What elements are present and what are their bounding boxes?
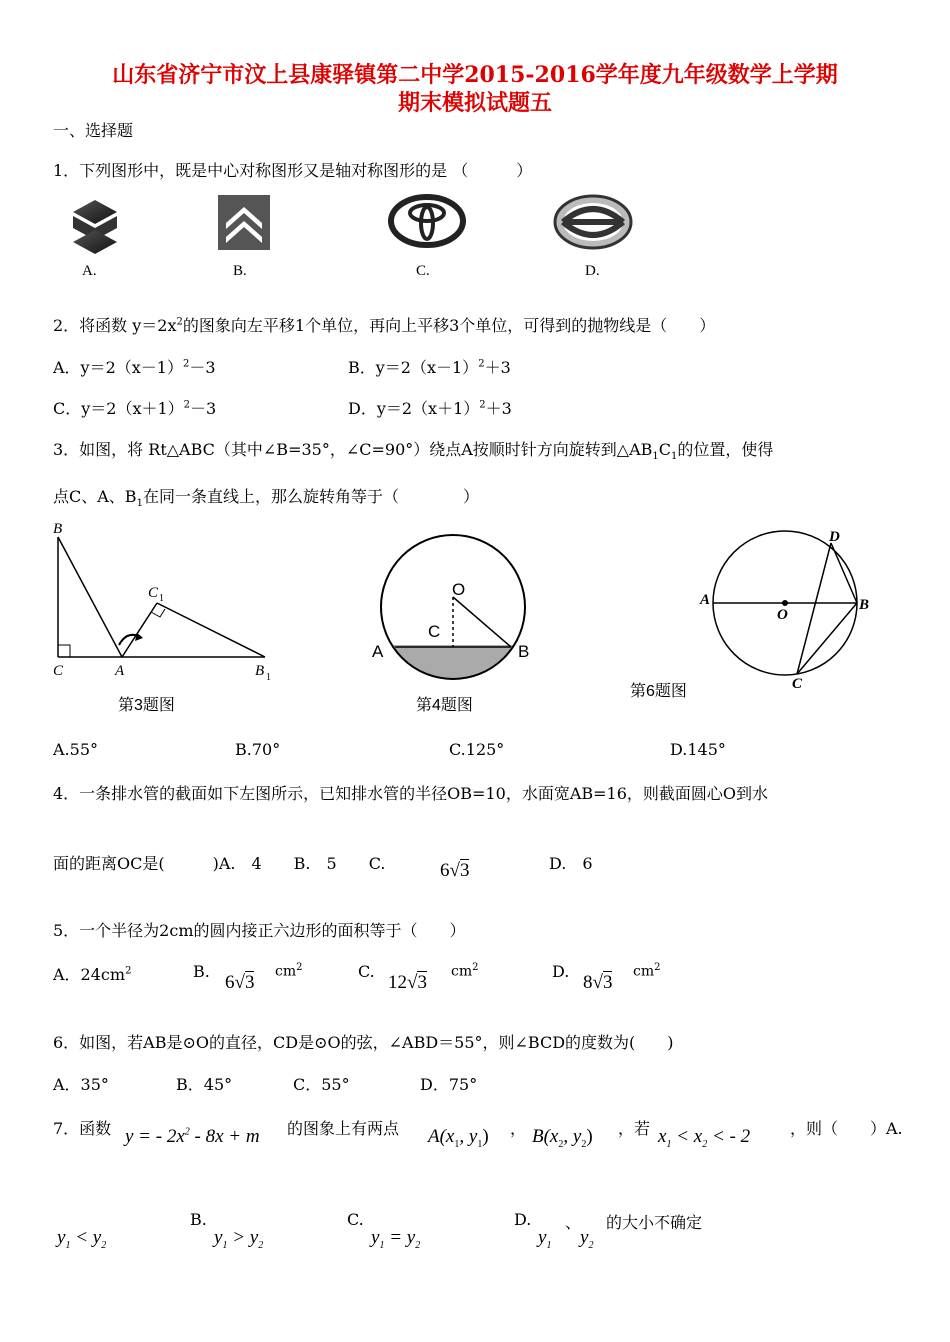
fig4-label-o: O: [452, 580, 466, 599]
fig4-label-c: C: [428, 622, 441, 641]
figure-6: [695, 525, 885, 695]
q6-option-d: D．75°: [420, 1075, 478, 1094]
fig6-label-c: C: [792, 676, 803, 692]
q4-line-1: 4．一条排水管的截面如下左图所示，已知排水管的半径OB=10，水面宽AB=16，则截面圆心O到水: [53, 784, 769, 803]
q5-option-b-label: B.: [193, 962, 210, 981]
q3-line-1: 3．如图，将 Rt△ABC（其中∠B=35°，∠C=90°）绕点A按顺时针方向旋转到$\triangle AB_1C_1$的位置，使得: [53, 440, 774, 463]
q7-function: y = - $2x^2 - 8x + m$: [125, 1126, 260, 1147]
q7-option-d-text: 的大小不确定: [606, 1213, 703, 1232]
q2-stem: 2．将函数 $y=2x^2$的图象向左平移1个单位，再向上平移3个单位，可得到的抛物线是（ ）: [53, 316, 716, 335]
q6-option-b: B．45°: [176, 1075, 233, 1094]
q5-option-d-value: 8√3: [583, 972, 613, 993]
figure-3: [45, 515, 285, 685]
q4-option-c-value: 6√3: [440, 860, 470, 881]
q5-option-c-unit: $cm^2$: [451, 962, 479, 980]
q7-then: ，则（ ）A.: [790, 1119, 903, 1138]
q7-option-d-y2: $y_2$: [580, 1227, 594, 1251]
q7-point-a: $A(x_1$, $y_1$): [428, 1126, 489, 1150]
q5-option-c-value: 12√3: [388, 972, 427, 993]
q5-option-b-unit: $cm^2$: [275, 962, 303, 980]
q7-point-b: $B(x_2$, $y_2$): [532, 1126, 593, 1150]
q2-option-c: C．$y=2(x+1)^2-3$: [53, 399, 217, 418]
fig6-label-d: D: [829, 529, 840, 545]
fig6-label-a: A: [700, 592, 711, 608]
q5-option-b-value: 6√3: [225, 972, 255, 993]
fig3-sub-b1: 1: [266, 672, 271, 683]
fig3-label-a: A: [115, 663, 125, 679]
q2-option-d: D．$y=2(x+1)^2+3$: [348, 399, 512, 418]
q3-option-d: D.145°: [670, 740, 726, 759]
q7-inequality: $x_1 < x_2$ < - 2: [658, 1126, 751, 1150]
fig3-label-b1: B: [255, 663, 265, 679]
q2-option-a: A．$y=2(x-1)^2-3$: [53, 358, 216, 377]
q3-option-a: A.55°: [53, 740, 98, 759]
fig3-sub-c1: 1: [159, 593, 164, 604]
q7-option-d-sep: 、: [565, 1213, 582, 1232]
q1-option-b: B.: [233, 263, 247, 279]
q1-option-d: D.: [585, 263, 600, 279]
q5-stem: 5．一个半径为2cm的圆内接正六边形的面积等于（ ）: [53, 921, 466, 940]
q3-option-b: B.70°: [235, 740, 281, 759]
fig3-label-c: C: [53, 663, 64, 679]
fig3-label-c1: C: [148, 585, 159, 601]
q1-option-a: A.: [82, 263, 97, 279]
q5-option-a: A．$24cm^2$: [53, 965, 132, 984]
q7-option-d-label: D.: [514, 1210, 532, 1229]
q7-option-c-label: C.: [347, 1210, 364, 1229]
q7-option-b: $y_1 > y_2$: [214, 1227, 264, 1251]
q4-line-2: 面的距离OC是( )A. 4 B. 5 C.: [53, 854, 386, 873]
q3-line-2: 点C、A、$B_1$在同一条直线上，那么旋转角等于（ ）: [53, 487, 479, 510]
q7-number: 7．函数: [53, 1119, 112, 1138]
q7-option-c: $y_1 = y_2$: [371, 1227, 421, 1251]
logo-d-image: [553, 194, 633, 250]
q2-option-b: B．$y=2(x-1)^2+3$: [348, 358, 511, 377]
q5-option-c-label: C.: [358, 962, 375, 981]
q7-option-d-y1: $y_1$: [538, 1227, 552, 1251]
q7-option-b-label: B.: [190, 1210, 207, 1229]
logo-b-image: [218, 195, 270, 250]
q7-comma: ，: [510, 1119, 527, 1138]
fig3-label-b: B: [53, 521, 63, 537]
section-heading: 一、选择题: [53, 121, 134, 140]
q7-option-a: $y_1 < y_2$: [57, 1227, 107, 1251]
logo-a-image: [65, 198, 123, 256]
title-line-1: 山东省济宁市汶上县康驿镇第二中学2015-2016学年度九年级数学上学期: [112, 62, 838, 88]
figure-4-caption: 第4题图: [416, 697, 473, 714]
q5-option-d-label: D.: [552, 962, 570, 981]
q5-option-d-unit: $cm^2$: [633, 962, 661, 980]
q7-mid-text: 的图象上有两点: [287, 1119, 400, 1138]
q7-ruo: ，若: [618, 1119, 651, 1138]
q4-option-d: D. 6: [549, 854, 593, 873]
fig4-label-b: B: [518, 642, 530, 661]
fig4-label-a: A: [372, 642, 384, 661]
q1-stem: 1．下列图形中，既是中心对称图形又是轴对称图形的是 （ ）: [53, 161, 533, 180]
q1-option-c: C.: [416, 263, 430, 279]
q3-option-c: C.125°: [449, 740, 505, 759]
q6-stem: 6．如图，若AB是⊙O的直径，CD是⊙O的弦，∠ABD＝55°，则∠BCD的度数为( ): [53, 1033, 674, 1052]
title-line-2: 期末模拟试题五: [397, 90, 552, 116]
figure-3-caption: 第3题图: [118, 697, 175, 714]
figure-6-caption: 第6题图: [630, 683, 687, 700]
q6-option-c: C．55°: [293, 1075, 350, 1094]
fig6-label-b: B: [859, 597, 870, 613]
fig6-label-o: O: [777, 607, 788, 623]
q6-option-a: A．35°: [53, 1075, 109, 1094]
logo-c-image: [388, 193, 466, 249]
figure-4: [368, 525, 538, 690]
